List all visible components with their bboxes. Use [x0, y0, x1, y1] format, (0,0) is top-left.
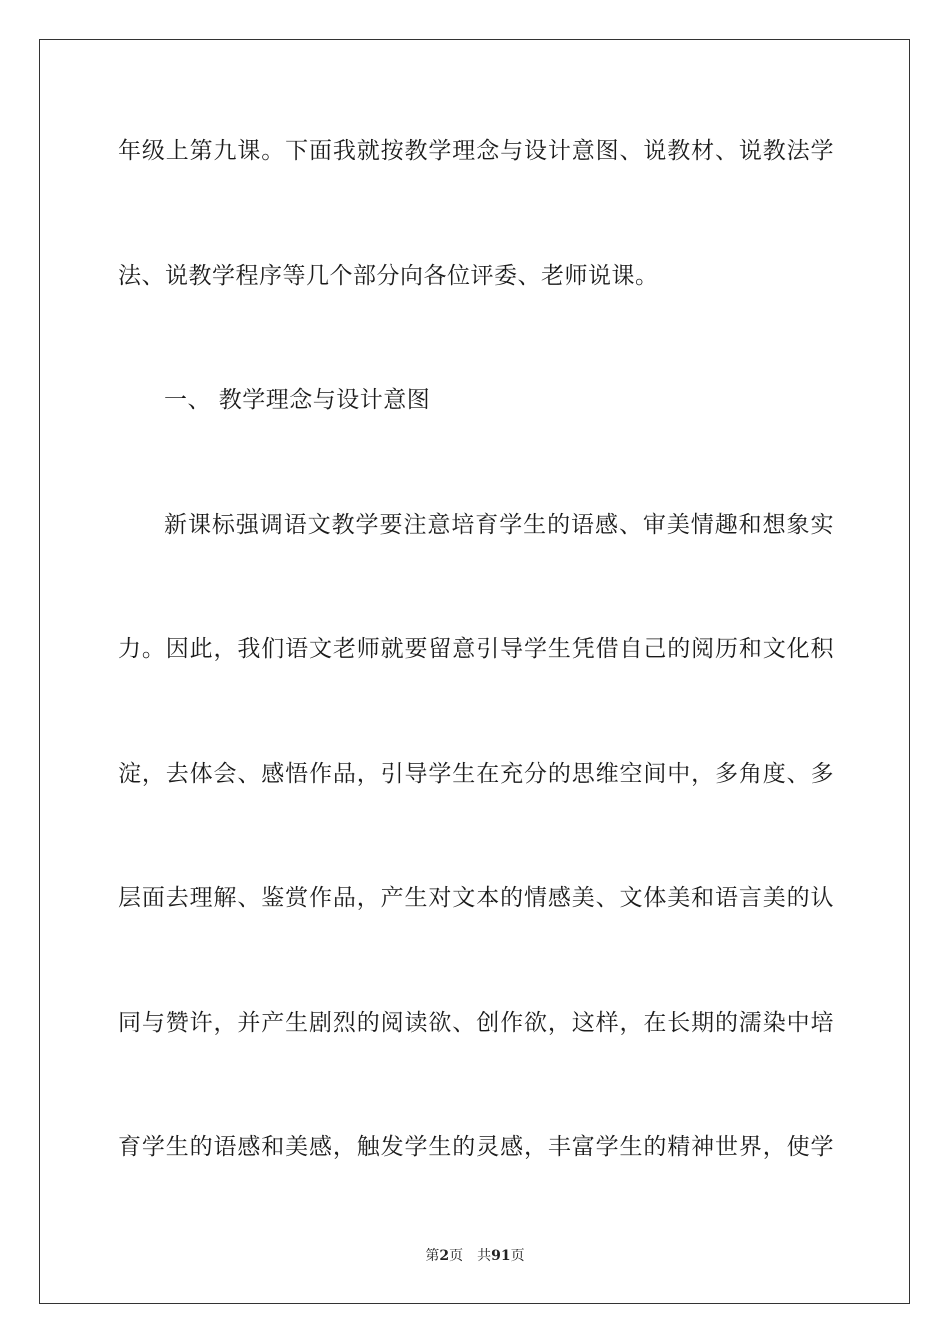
- page-border: [39, 39, 910, 1304]
- body-line-6: 层面去理解、鉴赏作品，产生对文本的情感美、文体美和语言美的认: [118, 885, 834, 911]
- body-line-3: 新课标强调语文教学要注意培育学生的语感、审美情趣和想象实: [164, 512, 834, 538]
- section-heading: 一、 教学理念与设计意图: [164, 387, 431, 413]
- footer-page-suffix: 页: [449, 1248, 464, 1264]
- body-line-2: 法、说教学程序等几个部分向各位评委、老师说课。: [118, 263, 659, 289]
- page-footer: [0, 1246, 950, 1266]
- footer-page-number: 2: [439, 1248, 450, 1264]
- footer-page-prefix: 第: [425, 1248, 440, 1264]
- body-line-5: 淀，去体会、感悟作品，引导学生在充分的思维空间中，多角度、多: [118, 761, 834, 787]
- body-line-7: 同与赞许，并产生剧烈的阅读欲、创作欲，这样，在长期的濡染中培: [118, 1010, 834, 1036]
- body-line-4: 力。因此，我们语文老师就要留意引导学生凭借自己的阅历和文化积: [118, 636, 834, 662]
- footer-total-pages: 91: [491, 1248, 511, 1264]
- body-line-8: 育学生的语感和美感，触发学生的灵感，丰富学生的精神世界，使学: [118, 1134, 834, 1160]
- footer-total-prefix: 共: [477, 1248, 492, 1264]
- footer-total-suffix: 页: [510, 1248, 525, 1264]
- body-line-1: 年级上第九课。下面我就按教学理念与设计意图、说教材、说教法学: [118, 138, 834, 164]
